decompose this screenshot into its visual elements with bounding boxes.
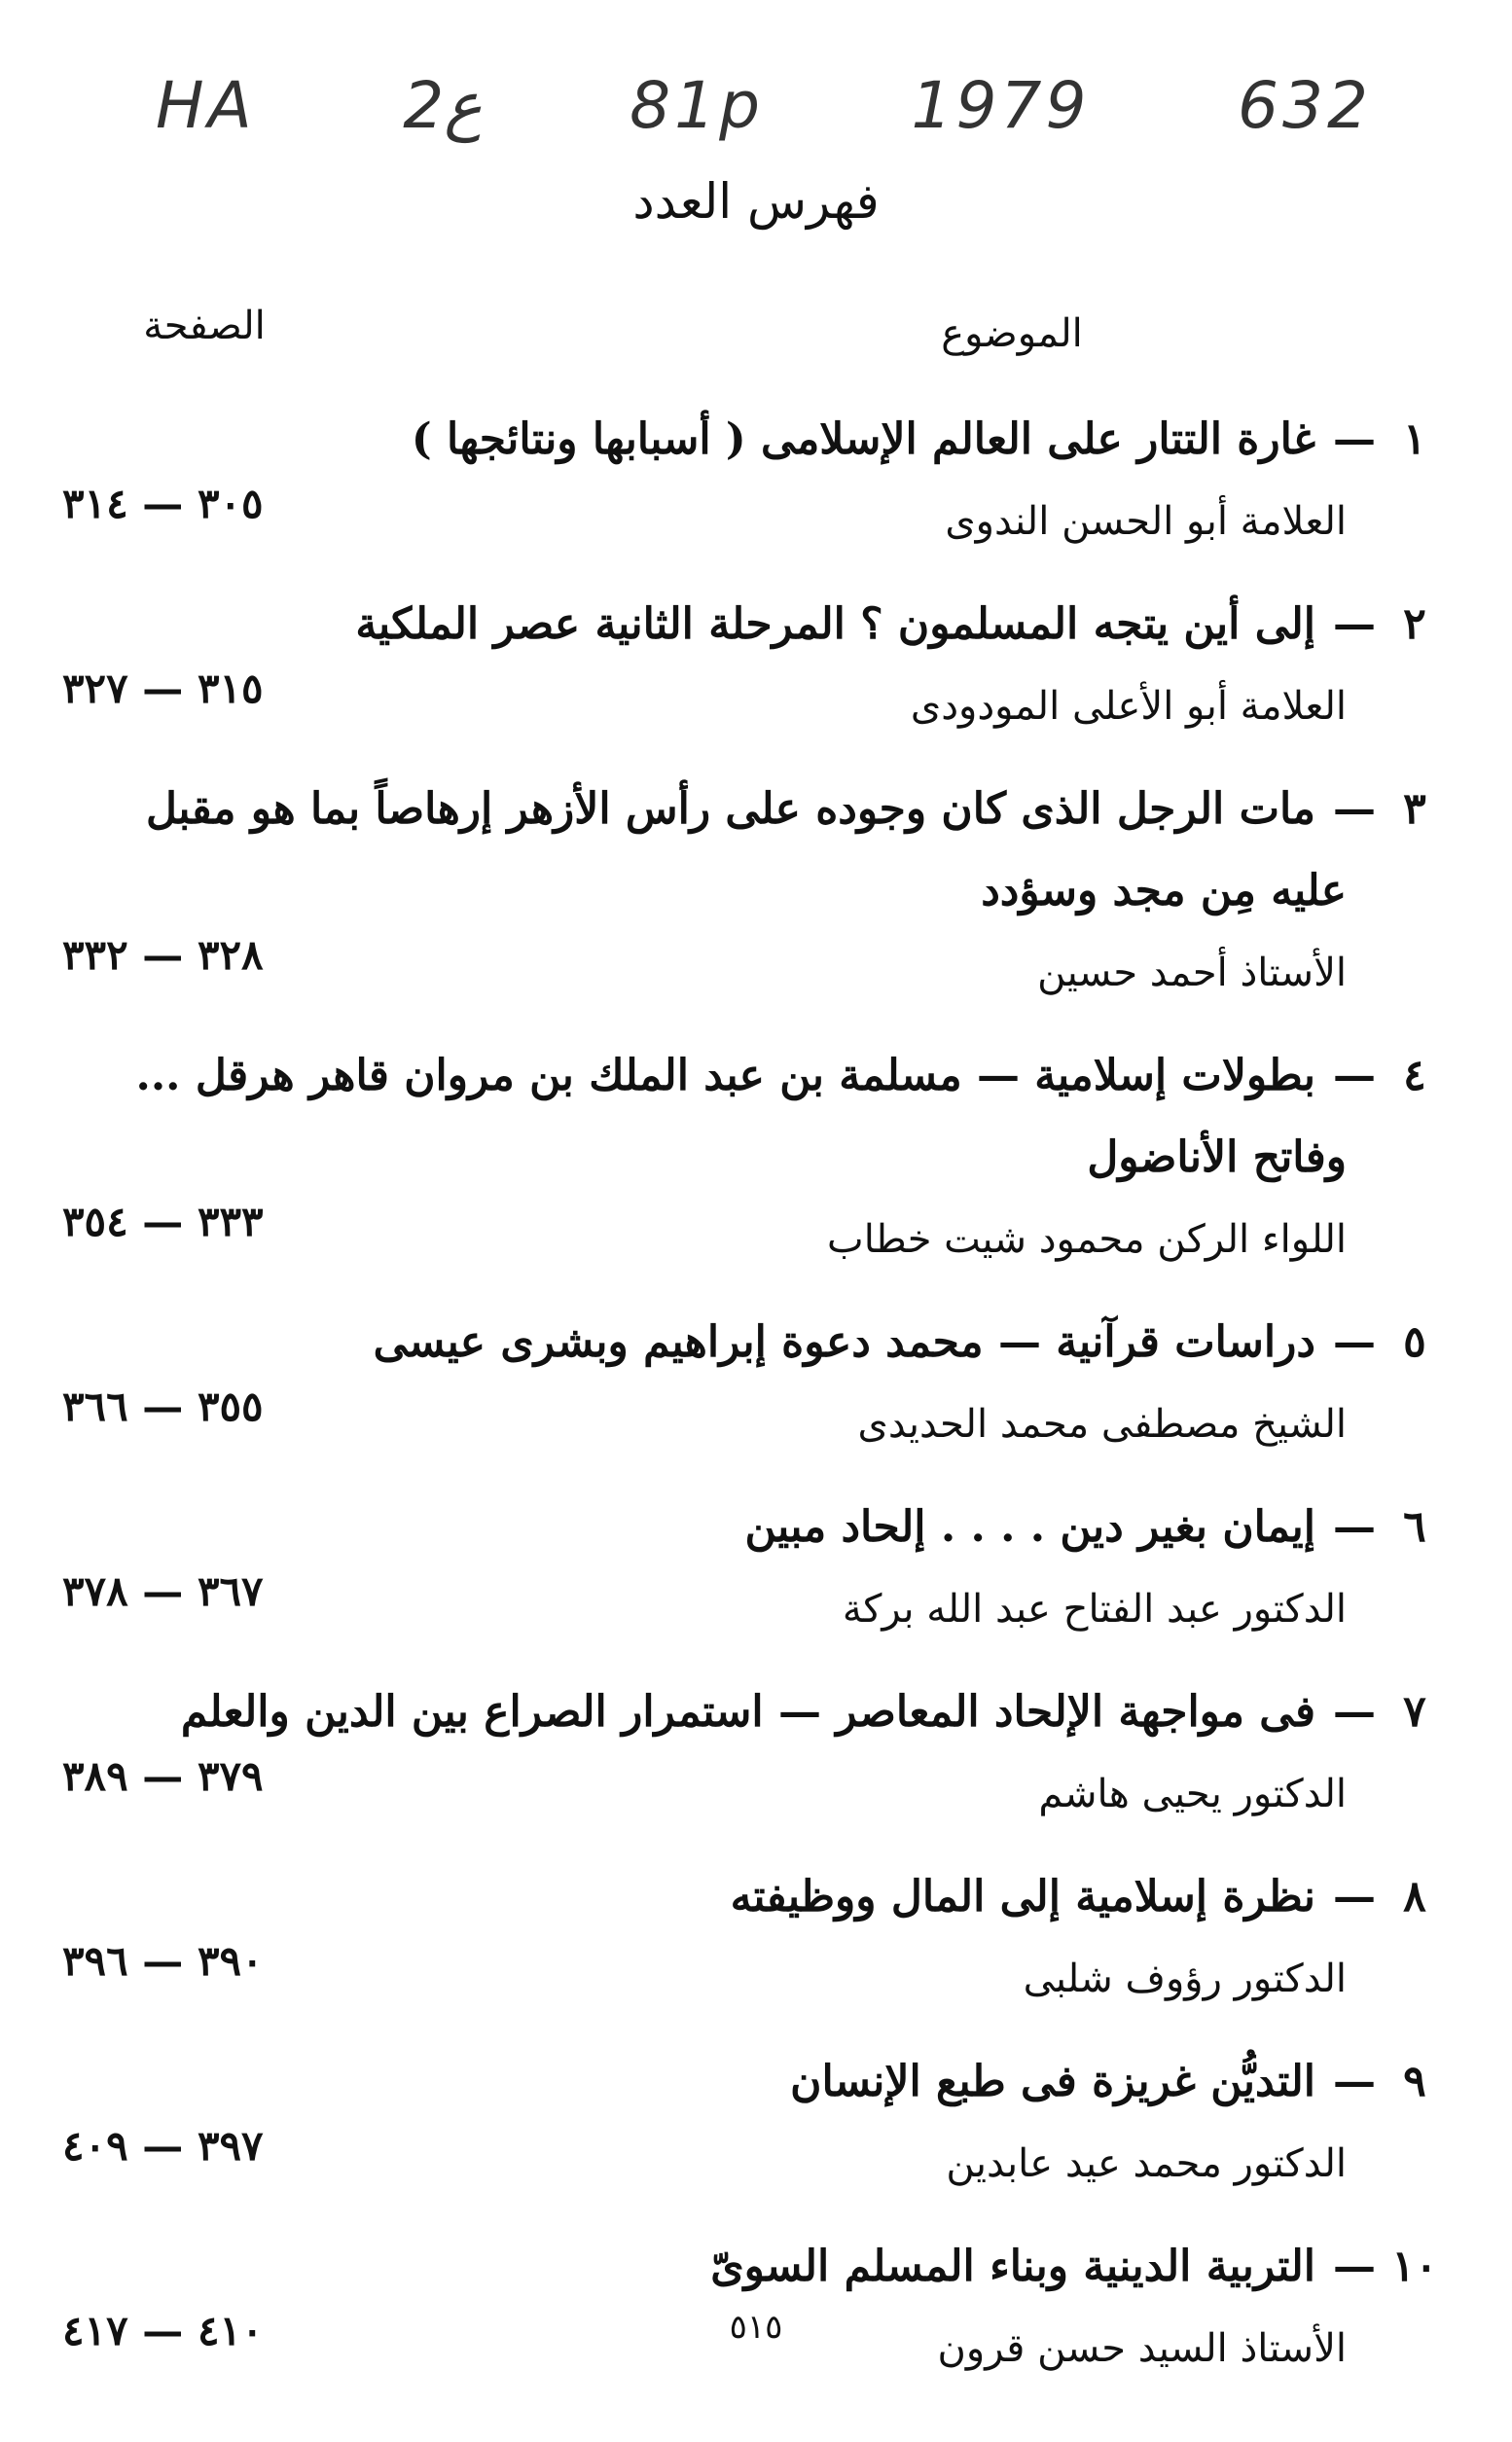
entry-page-range: ٣٢٨ — ٣٣٢ [62,931,264,979]
entry-author: العلامة أبو الأعلى المودودى [910,684,1347,729]
entry-number: ٤ [1403,1051,1426,1100]
entry-title-continuation: عليه مِن مجد وسؤدد [981,866,1347,916]
entry-title-line [62,1856,1444,1938]
entry-number: ١٠ [1391,2242,1438,2291]
table-of-contents [62,399,1444,2411]
entry-author: الشيخ مصطفى محمد الحديدى [857,1402,1347,1447]
toc-entry [62,399,1444,562]
page-title: فهرس العدد [632,173,880,230]
handnote-part: 632 [1237,68,1372,143]
entry-number: ٦ [1403,1502,1426,1552]
entry-dash: — [1333,2057,1376,2106]
entry-title: مات الرجل الذى كان وجوده على رأس الأزهر إرهاصاً بما هو مقبل [145,784,1315,834]
entry-dash: — [1333,784,1376,834]
entry-author-row [62,932,1444,1014]
toc-entry [62,1487,1444,1650]
entry-author-row [62,481,1444,562]
entry-page-range: ٣٩٠ — ٣٩٦ [62,1937,264,1985]
entry-title: التربية الدينية وبناء المسلم السوىّ [710,2242,1315,2291]
handnote-part: 1979 [911,68,1091,143]
toc-entry [62,1856,1444,2020]
entry-number: ٥ [1403,1317,1426,1367]
entry-page-range: ٣٧٩ — ٣٨٩ [62,1752,264,1800]
entry-number: ١ [1403,414,1426,464]
entry-dash: — [1333,599,1376,649]
column-header-page: الصفحة [143,304,266,348]
entry-author: الدكتور يحيى هاشم [1038,1772,1347,1816]
page-number: ٥١٥ [729,2308,783,2347]
entry-author: الأستاذ أحمد حسين [1037,951,1347,995]
entry-author-row [62,1568,1444,1650]
toc-entry [62,1035,1444,1280]
handwritten-catalog-note [156,68,1372,143]
entry-dash: — [1333,414,1376,464]
entry-author: الدكتور عبد الفتاح عبد الله بركة [842,1587,1347,1632]
entry-number: ٣ [1403,784,1426,834]
entry-author: الأستاذ السيد حسن قرون [937,2326,1347,2371]
entry-title: غارة التتار على العالم الإسلامى ( أسبابها ونتائجها ) [411,414,1315,464]
entry-title: فى مواجهة الإلحاد المعاصر — استمرار الصراع بين الدين والعلم [180,1687,1315,1737]
entry-page-range: ٣٣٣ — ٣٥٤ [62,1198,264,1245]
entry-dash: — [1333,2242,1376,2291]
entry-author-row [62,665,1444,747]
entry-author-row [62,1938,1444,2020]
entry-title-line [62,1671,1444,1753]
entry-author-row [62,2123,1444,2205]
entry-title-line [62,1487,1444,1568]
entry-number: ٧ [1403,1687,1426,1737]
handnote-part: HA [156,68,256,143]
entry-page-range: ٣٥٥ — ٣٦٦ [62,1383,264,1430]
entry-page-range: ٤١٠ — ٤١٧ [62,2307,264,2354]
entry-number: ٩ [1403,2057,1426,2106]
entry-dash: — [1333,1687,1376,1737]
toc-entry [62,769,1444,1014]
entry-author: العلامة أبو الحسن الندوى [945,499,1347,544]
handnote-part: 2ع [403,68,483,143]
toc-entry [62,2041,1444,2205]
entry-title-continuation: وفاتح الأناضول [1087,1132,1347,1182]
toc-entry [62,1671,1444,1835]
toc-entry [62,1302,1444,1465]
entry-title-line [62,399,1444,481]
entry-title: إلى أين يتجه المسلمون ؟ المرحلة الثانية عصر الملكية [355,599,1315,649]
entry-author: الدكتور محمد عيد عابدين [946,2141,1347,2186]
entry-dash: — [1333,1317,1376,1367]
entry-title: بطولات إسلامية — مسلمة بن عبد الملك بن مروان قاهر هرقل ... [135,1051,1315,1100]
entry-title: التديُّن غريزة فى طبع الإنسان [790,2057,1315,2106]
entry-page-range: ٣٠٥ — ٣١٤ [62,480,264,527]
entry-title-line [62,769,1444,850]
entry-title-line [62,2226,1444,2308]
entry-page-range: ٣١٥ — ٣٢٧ [62,664,264,712]
entry-dash: — [1333,1051,1376,1100]
column-header-subject: الموضوع [941,311,1083,356]
handnote-part: 81p [630,68,765,143]
entry-number: ٨ [1403,1872,1426,1921]
entry-author-row [62,1383,1444,1465]
entry-author: الدكتور رؤوف شلبى [1023,1957,1347,2001]
entry-dash: — [1333,1502,1376,1552]
entry-title-line [62,1035,1444,1117]
entry-title-line [62,584,1444,665]
toc-entry [62,584,1444,747]
entry-title-line [62,1302,1444,1383]
entry-page-range: ٣٩٧ — ٤٠٩ [62,2122,264,2170]
entry-title: دراسات قرآنية — محمد دعوة إبراهيم وبشرى عيسى [373,1317,1315,1367]
entry-author: اللواء الركن محمود شيت خطاب [827,1217,1347,1262]
entry-page-range: ٣٦٧ — ٣٧٨ [62,1567,264,1615]
entry-dash: — [1333,1872,1376,1921]
entry-author-row [62,1753,1444,1835]
entry-author-row [62,1199,1444,1280]
entry-title: نظرة إسلامية إلى المال ووظيفته [730,1872,1315,1921]
entry-number: ٢ [1403,599,1426,649]
entry-title: إيمان بغير دين . . . . إلحاد مبين [744,1502,1315,1552]
entry-title-line [62,2041,1444,2123]
